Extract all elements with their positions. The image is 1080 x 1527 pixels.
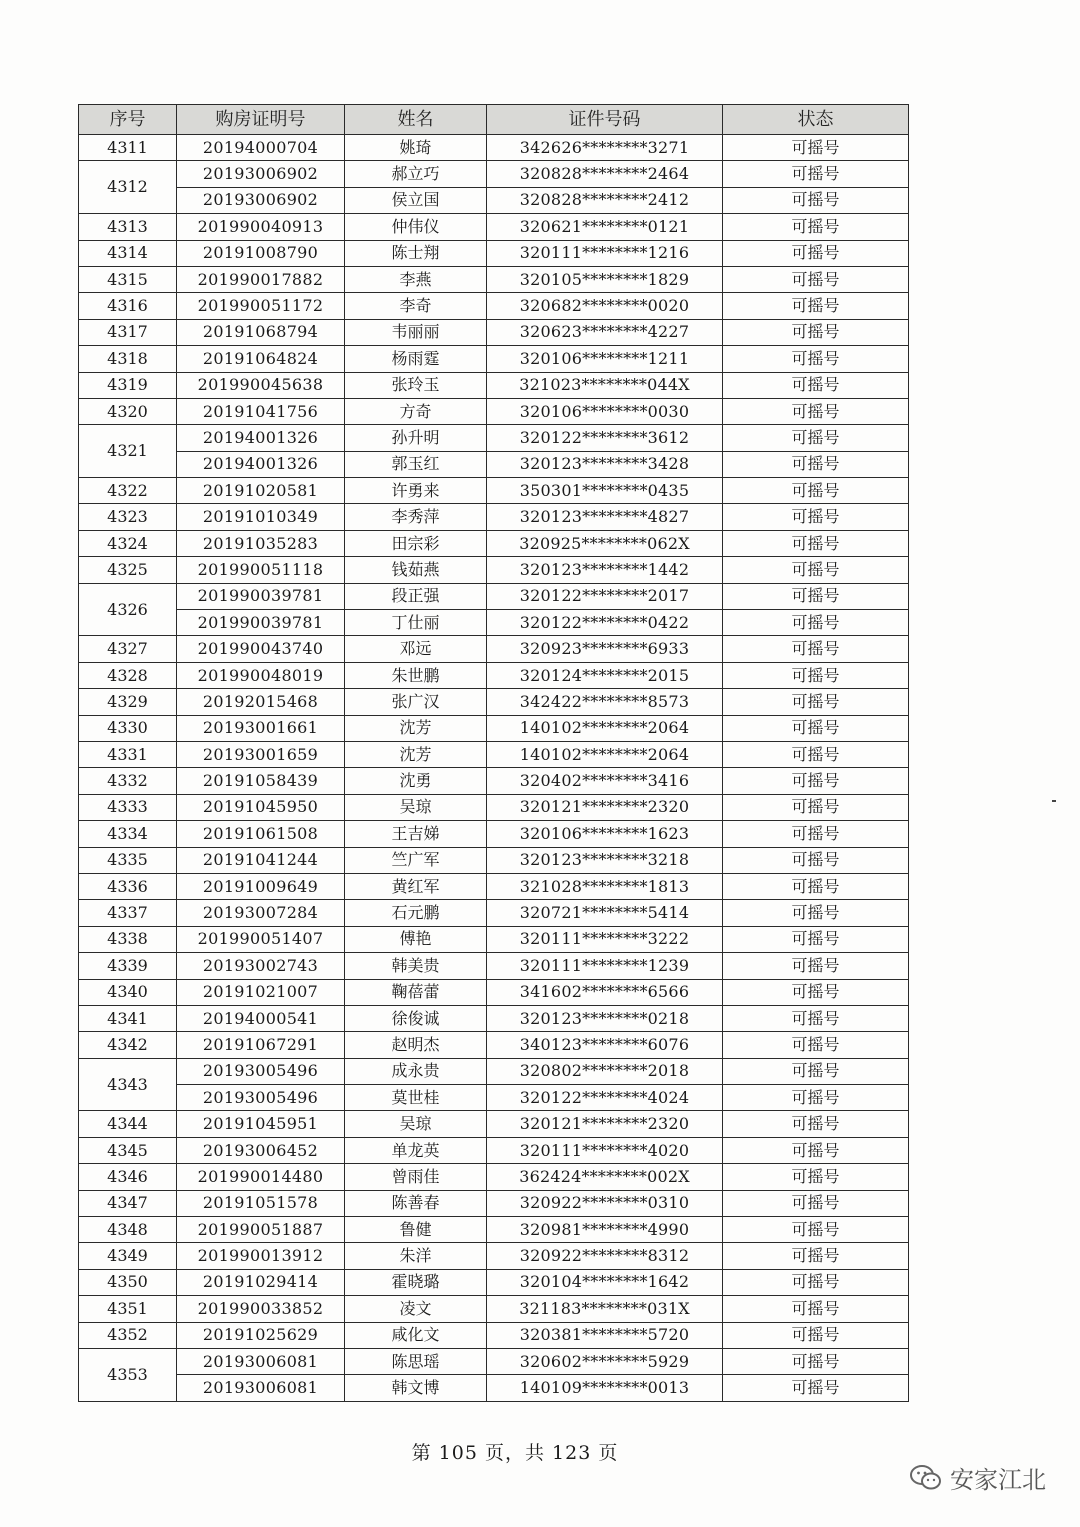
cell-cert-number: 20191051578 bbox=[177, 1190, 345, 1216]
cell-name: 莫世桂 bbox=[345, 1085, 487, 1111]
cell-index: 4333 bbox=[79, 794, 177, 820]
table-row bbox=[79, 1348, 909, 1374]
cell-index: 4319 bbox=[79, 372, 177, 398]
cell-cert-number: 20193001661 bbox=[177, 715, 345, 741]
header-status: 状态 bbox=[723, 105, 909, 135]
cell-id-number: 140102********2064 bbox=[487, 741, 723, 767]
cell-id-number: 320122********2017 bbox=[487, 583, 723, 609]
cell-cert-number: 201990051118 bbox=[177, 557, 345, 583]
cell-cert-number: 20191029414 bbox=[177, 1269, 345, 1295]
cell-name: 李燕 bbox=[345, 266, 487, 292]
cell-id-number: 320121********2320 bbox=[487, 794, 723, 820]
cell-index: 4313 bbox=[79, 214, 177, 240]
cell-name: 杨雨霆 bbox=[345, 346, 487, 372]
cell-name: 石元鹏 bbox=[345, 900, 487, 926]
cell-name: 段正强 bbox=[345, 583, 487, 609]
cell-id-number: 320121********2320 bbox=[487, 1111, 723, 1137]
table-row bbox=[79, 768, 909, 794]
cell-name: 霍晓璐 bbox=[345, 1269, 487, 1295]
cell-name: 韦丽丽 bbox=[345, 319, 487, 345]
cell-name: 钱茹燕 bbox=[345, 557, 487, 583]
cell-status: 可摇号 bbox=[723, 1005, 909, 1031]
cell-name: 田宗彩 bbox=[345, 530, 487, 556]
cell-id-number: 140102********2064 bbox=[487, 715, 723, 741]
cell-status: 可摇号 bbox=[723, 1243, 909, 1269]
cell-cert-number: 201990051887 bbox=[177, 1217, 345, 1243]
cell-id-number: 320602********5929 bbox=[487, 1348, 723, 1374]
cell-cert-number: 20191025629 bbox=[177, 1322, 345, 1348]
cell-id-number: 320922********0310 bbox=[487, 1190, 723, 1216]
cell-status: 可摇号 bbox=[723, 187, 909, 213]
cell-index: 4341 bbox=[79, 1005, 177, 1031]
cell-id-number: 320111********1239 bbox=[487, 953, 723, 979]
cell-name: 徐俊诚 bbox=[345, 1005, 487, 1031]
cell-cert-number: 20191008790 bbox=[177, 240, 345, 266]
cell-cert-number: 20191061508 bbox=[177, 821, 345, 847]
cell-index: 4340 bbox=[79, 979, 177, 1005]
cell-cert-number: 20193006452 bbox=[177, 1137, 345, 1163]
cell-name: 沈芳 bbox=[345, 741, 487, 767]
table-row bbox=[79, 847, 909, 873]
table-row bbox=[79, 161, 909, 187]
cell-name: 咸化文 bbox=[345, 1322, 487, 1348]
cell-index: 4321 bbox=[79, 425, 177, 478]
table-row bbox=[79, 1322, 909, 1348]
cell-id-number: 320682********0020 bbox=[487, 293, 723, 319]
cell-index: 4352 bbox=[79, 1322, 177, 1348]
cell-status: 可摇号 bbox=[723, 451, 909, 477]
cell-status: 可摇号 bbox=[723, 1137, 909, 1163]
table-row bbox=[79, 319, 909, 345]
cell-cert-number: 20191041756 bbox=[177, 398, 345, 424]
cell-id-number: 350301********0435 bbox=[487, 478, 723, 504]
cell-cert-number: 201990017882 bbox=[177, 266, 345, 292]
cell-index: 4339 bbox=[79, 953, 177, 979]
table-row bbox=[79, 214, 909, 240]
cell-cert-number: 20191009649 bbox=[177, 873, 345, 899]
cell-id-number: 140109********0013 bbox=[487, 1375, 723, 1401]
table-row bbox=[79, 979, 909, 1005]
table-row bbox=[79, 1296, 909, 1322]
cell-id-number: 320828********2412 bbox=[487, 187, 723, 213]
cell-name: 黄红军 bbox=[345, 873, 487, 899]
cell-id-number: 320802********2018 bbox=[487, 1058, 723, 1084]
table-row bbox=[79, 689, 909, 715]
table-row bbox=[79, 1269, 909, 1295]
table-row bbox=[79, 1005, 909, 1031]
cell-index: 4326 bbox=[79, 583, 177, 636]
cell-status: 可摇号 bbox=[723, 1111, 909, 1137]
page-number: 第 105 页，共 123 页 bbox=[411, 1442, 619, 1464]
cell-index: 4328 bbox=[79, 662, 177, 688]
cell-cert-number: 201990033852 bbox=[177, 1296, 345, 1322]
cell-id-number: 320123********0218 bbox=[487, 1005, 723, 1031]
cell-name: 朱世鹏 bbox=[345, 662, 487, 688]
table-row bbox=[79, 953, 909, 979]
cell-name: 赵明杰 bbox=[345, 1032, 487, 1058]
cell-cert-number: 20191045950 bbox=[177, 794, 345, 820]
cell-status: 可摇号 bbox=[723, 1348, 909, 1374]
cell-cert-number: 201990013912 bbox=[177, 1243, 345, 1269]
cell-status: 可摇号 bbox=[723, 768, 909, 794]
cell-id-number: 320104********1642 bbox=[487, 1269, 723, 1295]
table-row bbox=[79, 794, 909, 820]
cell-cert-number: 20193001659 bbox=[177, 741, 345, 767]
table-row bbox=[79, 398, 909, 424]
cell-cert-number: 20193005496 bbox=[177, 1058, 345, 1084]
cell-name: 陈善春 bbox=[345, 1190, 487, 1216]
cell-name: 邓远 bbox=[345, 636, 487, 662]
cell-name: 单龙英 bbox=[345, 1137, 487, 1163]
cell-status: 可摇号 bbox=[723, 1269, 909, 1295]
header-id-number: 证件号码 bbox=[487, 105, 723, 135]
cell-index: 4342 bbox=[79, 1032, 177, 1058]
cell-name: 凌文 bbox=[345, 1296, 487, 1322]
cell-name: 李秀萍 bbox=[345, 504, 487, 530]
cell-status: 可摇号 bbox=[723, 214, 909, 240]
cell-name: 吴琼 bbox=[345, 794, 487, 820]
cell-status: 可摇号 bbox=[723, 1190, 909, 1216]
cell-index: 4322 bbox=[79, 478, 177, 504]
cell-name: 侯立国 bbox=[345, 187, 487, 213]
cell-index: 4334 bbox=[79, 821, 177, 847]
header-index: 序号 bbox=[79, 105, 177, 135]
cell-id-number: 321028********1813 bbox=[487, 873, 723, 899]
cell-id-number: 320123********1442 bbox=[487, 557, 723, 583]
table-row bbox=[79, 636, 909, 662]
cell-name: 丁仕丽 bbox=[345, 610, 487, 636]
cell-status: 可摇号 bbox=[723, 873, 909, 899]
cell-status: 可摇号 bbox=[723, 1085, 909, 1111]
cell-cert-number: 201990040913 bbox=[177, 214, 345, 240]
cell-status: 可摇号 bbox=[723, 926, 909, 952]
cell-index: 4330 bbox=[79, 715, 177, 741]
cell-name: 沈勇 bbox=[345, 768, 487, 794]
cell-id-number: 320381********5720 bbox=[487, 1322, 723, 1348]
cell-status: 可摇号 bbox=[723, 1164, 909, 1190]
cell-name: 陈思瑶 bbox=[345, 1348, 487, 1374]
cell-name: 张玲玉 bbox=[345, 372, 487, 398]
cell-status: 可摇号 bbox=[723, 504, 909, 530]
table-row bbox=[79, 557, 909, 583]
cell-id-number: 342422********8573 bbox=[487, 689, 723, 715]
cell-cert-number: 201990051172 bbox=[177, 293, 345, 319]
cell-cert-number: 20193006902 bbox=[177, 187, 345, 213]
cell-index: 4311 bbox=[79, 135, 177, 161]
cell-index: 4350 bbox=[79, 1269, 177, 1295]
cell-index: 4318 bbox=[79, 346, 177, 372]
cell-id-number: 320106********1211 bbox=[487, 346, 723, 372]
cell-index: 4344 bbox=[79, 1111, 177, 1137]
cell-cert-number: 201990014480 bbox=[177, 1164, 345, 1190]
cell-status: 可摇号 bbox=[723, 610, 909, 636]
cell-id-number: 320124********2015 bbox=[487, 662, 723, 688]
table-header bbox=[79, 105, 909, 135]
cell-index: 4347 bbox=[79, 1190, 177, 1216]
cell-status: 可摇号 bbox=[723, 689, 909, 715]
cell-name: 郝立巧 bbox=[345, 161, 487, 187]
cell-id-number: 320111********4020 bbox=[487, 1137, 723, 1163]
cell-status: 可摇号 bbox=[723, 662, 909, 688]
cell-cert-number: 20193002743 bbox=[177, 953, 345, 979]
table-row bbox=[79, 451, 909, 477]
table-row bbox=[79, 821, 909, 847]
cell-index: 4345 bbox=[79, 1137, 177, 1163]
cell-status: 可摇号 bbox=[723, 794, 909, 820]
cell-cert-number: 201990039781 bbox=[177, 610, 345, 636]
cell-id-number: 340123********6076 bbox=[487, 1032, 723, 1058]
header-name: 姓名 bbox=[345, 105, 487, 135]
table-row bbox=[79, 504, 909, 530]
cell-name: 郭玉红 bbox=[345, 451, 487, 477]
cell-cert-number: 201990045638 bbox=[177, 372, 345, 398]
cell-name: 韩美贵 bbox=[345, 953, 487, 979]
table-row bbox=[79, 715, 909, 741]
cell-id-number: 320828********2464 bbox=[487, 161, 723, 187]
table-row bbox=[79, 1217, 909, 1243]
cell-index: 4312 bbox=[79, 161, 177, 214]
cell-name: 吴琼 bbox=[345, 1111, 487, 1137]
cell-index: 4329 bbox=[79, 689, 177, 715]
cell-index: 4316 bbox=[79, 293, 177, 319]
table-row bbox=[79, 583, 909, 609]
cell-id-number: 320122********4024 bbox=[487, 1085, 723, 1111]
cell-id-number: 320106********1623 bbox=[487, 821, 723, 847]
cell-status: 可摇号 bbox=[723, 266, 909, 292]
cell-id-number: 320925********062X bbox=[487, 530, 723, 556]
cell-index: 4323 bbox=[79, 504, 177, 530]
cell-status: 可摇号 bbox=[723, 398, 909, 424]
table-row bbox=[79, 1111, 909, 1137]
cell-index: 4335 bbox=[79, 847, 177, 873]
table-row bbox=[79, 1058, 909, 1084]
table-row bbox=[79, 1085, 909, 1111]
table-row bbox=[79, 240, 909, 266]
table-row bbox=[79, 873, 909, 899]
table-row bbox=[79, 926, 909, 952]
cell-status: 可摇号 bbox=[723, 583, 909, 609]
cell-id-number: 362424********002X bbox=[487, 1164, 723, 1190]
cell-index: 4320 bbox=[79, 398, 177, 424]
cell-status: 可摇号 bbox=[723, 847, 909, 873]
cell-cert-number: 20193006902 bbox=[177, 161, 345, 187]
cell-status: 可摇号 bbox=[723, 979, 909, 1005]
cell-index: 4317 bbox=[79, 319, 177, 345]
cell-cert-number: 20191058439 bbox=[177, 768, 345, 794]
cell-status: 可摇号 bbox=[723, 530, 909, 556]
cell-cert-number: 20193006081 bbox=[177, 1348, 345, 1374]
table-row bbox=[79, 1137, 909, 1163]
cell-name: 韩文博 bbox=[345, 1375, 487, 1401]
table-row bbox=[79, 372, 909, 398]
cell-name: 陈士翔 bbox=[345, 240, 487, 266]
cell-status: 可摇号 bbox=[723, 293, 909, 319]
cell-name: 仲伟仪 bbox=[345, 214, 487, 240]
cell-index: 4327 bbox=[79, 636, 177, 662]
cell-cert-number: 20191010349 bbox=[177, 504, 345, 530]
cell-cert-number: 201990039781 bbox=[177, 583, 345, 609]
table-row bbox=[79, 478, 909, 504]
cell-id-number: 320123********3218 bbox=[487, 847, 723, 873]
cell-index: 4349 bbox=[79, 1243, 177, 1269]
cell-status: 可摇号 bbox=[723, 425, 909, 451]
cell-name: 竺广军 bbox=[345, 847, 487, 873]
cell-status: 可摇号 bbox=[723, 240, 909, 266]
cell-cert-number: 20191020581 bbox=[177, 478, 345, 504]
cell-cert-number: 20191064824 bbox=[177, 346, 345, 372]
cell-name: 王吉娣 bbox=[345, 821, 487, 847]
cell-index: 4315 bbox=[79, 266, 177, 292]
cell-id-number: 320122********3612 bbox=[487, 425, 723, 451]
cell-cert-number: 20193006081 bbox=[177, 1375, 345, 1401]
table-row bbox=[79, 293, 909, 319]
cell-status: 可摇号 bbox=[723, 1322, 909, 1348]
cell-index: 4324 bbox=[79, 530, 177, 556]
table-row bbox=[79, 662, 909, 688]
cell-status: 可摇号 bbox=[723, 1032, 909, 1058]
cell-name: 许勇来 bbox=[345, 478, 487, 504]
table-row bbox=[79, 1243, 909, 1269]
table-row bbox=[79, 900, 909, 926]
table-row bbox=[79, 266, 909, 292]
cell-id-number: 320922********8312 bbox=[487, 1243, 723, 1269]
cell-id-number: 321183********031X bbox=[487, 1296, 723, 1322]
cell-cert-number: 20193005496 bbox=[177, 1085, 345, 1111]
lottery-roster-table bbox=[78, 104, 909, 1402]
cell-name: 曾雨佳 bbox=[345, 1164, 487, 1190]
cell-index: 4336 bbox=[79, 873, 177, 899]
cell-status: 可摇号 bbox=[723, 1375, 909, 1401]
table-row bbox=[79, 1190, 909, 1216]
cell-name: 方奇 bbox=[345, 398, 487, 424]
wechat-icon bbox=[910, 1464, 942, 1492]
cell-id-number: 341602********6566 bbox=[487, 979, 723, 1005]
cell-cert-number: 20194000704 bbox=[177, 135, 345, 161]
table-row bbox=[79, 1164, 909, 1190]
cell-status: 可摇号 bbox=[723, 1217, 909, 1243]
table-row bbox=[79, 425, 909, 451]
cell-status: 可摇号 bbox=[723, 1296, 909, 1322]
cell-name: 鲁健 bbox=[345, 1217, 487, 1243]
cell-cert-number: 20191021007 bbox=[177, 979, 345, 1005]
cell-name: 鞠蓓蕾 bbox=[345, 979, 487, 1005]
cell-cert-number: 20192015468 bbox=[177, 689, 345, 715]
cell-status: 可摇号 bbox=[723, 346, 909, 372]
cell-status: 可摇号 bbox=[723, 557, 909, 583]
cell-id-number: 320402********3416 bbox=[487, 768, 723, 794]
cell-name: 李奇 bbox=[345, 293, 487, 319]
cell-id-number: 320123********3428 bbox=[487, 451, 723, 477]
cell-index: 4332 bbox=[79, 768, 177, 794]
table-row bbox=[79, 1032, 909, 1058]
cell-name: 张广汉 bbox=[345, 689, 487, 715]
scan-speck bbox=[1052, 800, 1056, 802]
table-body bbox=[79, 135, 909, 1402]
watermark bbox=[910, 1460, 1046, 1495]
cell-cert-number: 20194001326 bbox=[177, 425, 345, 451]
table-row bbox=[79, 187, 909, 213]
cell-name: 孙升明 bbox=[345, 425, 487, 451]
cell-index: 4343 bbox=[79, 1058, 177, 1111]
cell-index: 4348 bbox=[79, 1217, 177, 1243]
cell-name: 朱洋 bbox=[345, 1243, 487, 1269]
cell-status: 可摇号 bbox=[723, 900, 909, 926]
cell-id-number: 320123********4827 bbox=[487, 504, 723, 530]
cell-status: 可摇号 bbox=[723, 741, 909, 767]
cell-id-number: 320721********5414 bbox=[487, 900, 723, 926]
cell-status: 可摇号 bbox=[723, 953, 909, 979]
cell-id-number: 320105********1829 bbox=[487, 266, 723, 292]
cell-id-number: 320111********3222 bbox=[487, 926, 723, 952]
cell-id-number: 320111********1216 bbox=[487, 240, 723, 266]
cell-cert-number: 20191045951 bbox=[177, 1111, 345, 1137]
cell-id-number: 320981********4990 bbox=[487, 1217, 723, 1243]
cell-cert-number: 20191035283 bbox=[177, 530, 345, 556]
cell-status: 可摇号 bbox=[723, 821, 909, 847]
cell-index: 4325 bbox=[79, 557, 177, 583]
cell-name: 沈芳 bbox=[345, 715, 487, 741]
cell-index: 4331 bbox=[79, 741, 177, 767]
cell-cert-number: 20193007284 bbox=[177, 900, 345, 926]
cell-cert-number: 201990043740 bbox=[177, 636, 345, 662]
cell-status: 可摇号 bbox=[723, 478, 909, 504]
cell-cert-number: 20194001326 bbox=[177, 451, 345, 477]
cell-id-number: 321023********044X bbox=[487, 372, 723, 398]
table-row bbox=[79, 346, 909, 372]
cell-id-number: 320923********6933 bbox=[487, 636, 723, 662]
cell-cert-number: 20191067291 bbox=[177, 1032, 345, 1058]
table-row bbox=[79, 1375, 909, 1401]
cell-status: 可摇号 bbox=[723, 319, 909, 345]
table-row bbox=[79, 741, 909, 767]
cell-index: 4338 bbox=[79, 926, 177, 952]
cell-cert-number: 201990048019 bbox=[177, 662, 345, 688]
table-row bbox=[79, 530, 909, 556]
cell-id-number: 320621********0121 bbox=[487, 214, 723, 240]
watermark-text: 安家江北 bbox=[950, 1466, 1046, 1494]
cell-index: 4337 bbox=[79, 900, 177, 926]
cell-id-number: 320106********0030 bbox=[487, 398, 723, 424]
cell-cert-number: 20191068794 bbox=[177, 319, 345, 345]
cell-index: 4314 bbox=[79, 240, 177, 266]
cell-status: 可摇号 bbox=[723, 372, 909, 398]
header-cert-number: 购房证明号 bbox=[177, 105, 345, 135]
cell-status: 可摇号 bbox=[723, 715, 909, 741]
cell-id-number: 342626********3271 bbox=[487, 135, 723, 161]
cell-name: 成永贵 bbox=[345, 1058, 487, 1084]
cell-cert-number: 20194000541 bbox=[177, 1005, 345, 1031]
cell-status: 可摇号 bbox=[723, 161, 909, 187]
cell-status: 可摇号 bbox=[723, 636, 909, 662]
cell-index: 4353 bbox=[79, 1348, 177, 1401]
cell-status: 可摇号 bbox=[723, 135, 909, 161]
cell-cert-number: 201990051407 bbox=[177, 926, 345, 952]
cell-index: 4351 bbox=[79, 1296, 177, 1322]
table-row bbox=[79, 135, 909, 161]
cell-index: 4346 bbox=[79, 1164, 177, 1190]
cell-status: 可摇号 bbox=[723, 1058, 909, 1084]
cell-id-number: 320623********4227 bbox=[487, 319, 723, 345]
table-row bbox=[79, 610, 909, 636]
cell-name: 傅艳 bbox=[345, 926, 487, 952]
cell-cert-number: 20191041244 bbox=[177, 847, 345, 873]
cell-id-number: 320122********0422 bbox=[487, 610, 723, 636]
header-row bbox=[79, 105, 909, 135]
cell-name: 姚琦 bbox=[345, 135, 487, 161]
